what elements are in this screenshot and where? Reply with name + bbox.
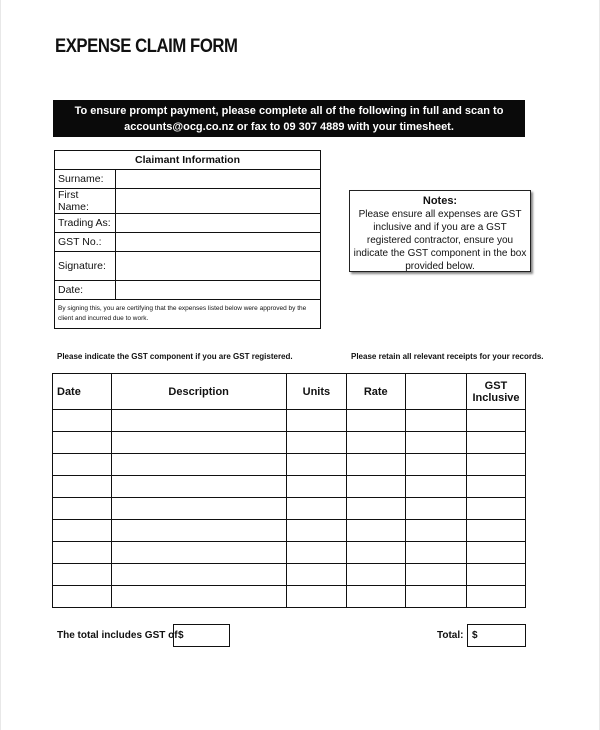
table-cell[interactable] [347, 454, 406, 476]
table-cell[interactable] [466, 520, 525, 542]
page-title: EXPENSE CLAIM FORM [55, 36, 238, 57]
certification-text: By signing this, you are certifying that the expenses listed below were approved by the client and incurred due to work. [55, 300, 321, 329]
table-row [53, 498, 526, 520]
table-cell[interactable] [287, 476, 347, 498]
table-cell[interactable] [347, 432, 406, 454]
claimant-information-table [54, 150, 321, 329]
table-cell[interactable] [287, 586, 347, 608]
table-cell[interactable] [406, 432, 467, 454]
field-input[interactable] [116, 214, 321, 233]
field-label: Date: [55, 281, 116, 300]
table-cell[interactable] [406, 410, 467, 432]
table-cell[interactable] [466, 410, 525, 432]
field-input[interactable] [116, 281, 321, 300]
table-cell[interactable] [53, 476, 112, 498]
column-header: GST Inclusive [466, 374, 525, 410]
banner-line-1: To ensure prompt payment, please complete all of the following in full and scan to [74, 105, 504, 117]
notes-box [349, 190, 531, 272]
table-cell[interactable] [466, 564, 525, 586]
table-cell[interactable] [111, 454, 287, 476]
table-cell[interactable] [287, 542, 347, 564]
gst-instruction: Please indicate the GST component if you are GST registered. [57, 352, 293, 361]
table-cell[interactable] [111, 476, 287, 498]
table-cell[interactable] [347, 542, 406, 564]
table-cell[interactable] [406, 586, 467, 608]
table-cell[interactable] [111, 586, 287, 608]
receipts-instruction: Please retain all relevant receipts for your records. [351, 352, 544, 361]
column-header [406, 374, 467, 410]
field-input[interactable] [116, 189, 321, 214]
column-header: Rate [347, 374, 406, 410]
table-cell[interactable] [111, 410, 287, 432]
table-cell[interactable] [111, 564, 287, 586]
table-cell[interactable] [466, 498, 525, 520]
table-row [53, 586, 526, 608]
table-cell[interactable] [406, 498, 467, 520]
table-cell[interactable] [406, 520, 467, 542]
table-cell[interactable] [53, 498, 112, 520]
table-cell[interactable] [287, 432, 347, 454]
table-cell[interactable] [466, 586, 525, 608]
table-cell[interactable] [111, 520, 287, 542]
table-cell[interactable] [53, 410, 112, 432]
gst-total-field[interactable] [173, 624, 230, 647]
table-cell[interactable] [111, 542, 287, 564]
table-cell[interactable] [406, 454, 467, 476]
claimant-header: Claimant Information [55, 151, 321, 170]
table-row [53, 564, 526, 586]
field-label: First Name: [55, 189, 116, 214]
table-row [53, 542, 526, 564]
table-cell[interactable] [406, 542, 467, 564]
currency-symbol: $ [178, 630, 184, 641]
notes-body: Please ensure all expenses are GST inclusive and if you are a GST registered contractor, ensure you indicate the GST component in the box provided below. [353, 209, 527, 272]
table-cell[interactable] [287, 498, 347, 520]
table-cell[interactable] [347, 520, 406, 542]
field-input[interactable] [116, 170, 321, 189]
table-row [53, 454, 526, 476]
table-cell[interactable] [111, 498, 287, 520]
table-cell[interactable] [287, 454, 347, 476]
field-input[interactable] [116, 252, 321, 281]
table-row [53, 432, 526, 454]
field-label: Trading As: [55, 214, 116, 233]
table-cell[interactable] [466, 454, 525, 476]
field-label: GST No.: [55, 233, 116, 252]
table-row [53, 410, 526, 432]
table-cell[interactable] [53, 454, 112, 476]
gst-total-label: The total includes GST of [57, 630, 178, 641]
field-label: Signature: [55, 252, 116, 281]
table-cell[interactable] [287, 564, 347, 586]
table-cell[interactable] [347, 476, 406, 498]
expense-table [52, 373, 526, 608]
instructions-banner [53, 100, 525, 137]
table-cell[interactable] [466, 476, 525, 498]
table-cell[interactable] [287, 520, 347, 542]
table-cell[interactable] [466, 542, 525, 564]
table-row [53, 476, 526, 498]
table-cell[interactable] [347, 410, 406, 432]
column-header: Description [111, 374, 287, 410]
table-cell[interactable] [347, 564, 406, 586]
table-row [53, 520, 526, 542]
column-header: Units [287, 374, 347, 410]
table-cell[interactable] [347, 586, 406, 608]
table-cell[interactable] [53, 564, 112, 586]
currency-symbol: $ [472, 630, 478, 641]
field-input[interactable] [116, 233, 321, 252]
table-cell[interactable] [347, 498, 406, 520]
table-cell[interactable] [53, 432, 112, 454]
table-cell[interactable] [287, 410, 347, 432]
column-header: Date [53, 374, 112, 410]
table-cell[interactable] [53, 586, 112, 608]
table-cell[interactable] [53, 520, 112, 542]
field-label: Surname: [55, 170, 116, 189]
banner-line-2: accounts@ocg.co.nz or fax to 09 307 4889 with your timesheet. [124, 121, 454, 133]
notes-title: Notes: [422, 195, 458, 207]
table-cell[interactable] [406, 564, 467, 586]
table-cell[interactable] [111, 432, 287, 454]
table-cell[interactable] [406, 476, 467, 498]
total-field[interactable] [467, 624, 526, 647]
total-label: Total: [437, 630, 464, 641]
table-cell[interactable] [53, 542, 112, 564]
table-cell[interactable] [466, 432, 525, 454]
